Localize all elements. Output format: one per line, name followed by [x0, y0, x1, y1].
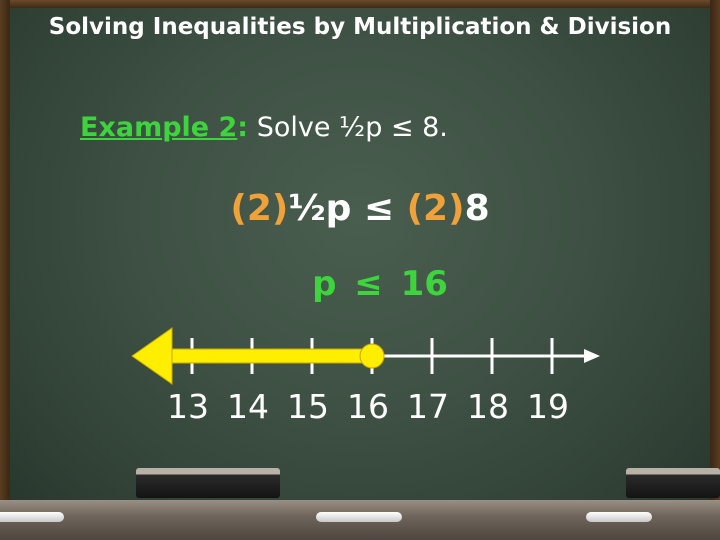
- example-problem: Solve ½p ≤ 8.: [248, 112, 448, 143]
- tick-label: 17: [407, 387, 449, 426]
- tick-label: 18: [467, 387, 509, 426]
- closed-endpoint-dot: [360, 344, 384, 368]
- chalk-piece-3: [586, 512, 652, 522]
- step-solution: p ≤ 16: [312, 264, 448, 304]
- example-label: Example 2: [80, 112, 238, 143]
- tick-label: 13: [167, 387, 209, 426]
- chalk-piece-1: [0, 512, 64, 522]
- example-line: [80, 112, 448, 143]
- slide-title: Solving Inequalities by Multiplication & Division: [48, 14, 672, 40]
- number-line: [0, 320, 720, 430]
- tray-block-right: [626, 468, 720, 498]
- tick-label: 19: [527, 387, 569, 426]
- step-expression: ½p ≤: [288, 188, 407, 229]
- tick-label: 14: [227, 387, 269, 426]
- solution-arrow-left: [132, 328, 172, 384]
- step-constant: 8: [464, 188, 490, 229]
- step-multiplier-left: (2): [230, 188, 289, 229]
- tray-block-left: [136, 468, 280, 498]
- board-frame-top: [0, 0, 720, 8]
- tick-label: 15: [287, 387, 329, 426]
- step-multiply: [0, 188, 720, 229]
- chalk-piece-2: [316, 512, 402, 522]
- solution-ray: [170, 349, 372, 363]
- axis-arrow-right: [584, 349, 600, 363]
- example-colon: :: [237, 112, 249, 143]
- tick-label: 16: [347, 387, 389, 426]
- step-multiplier-right: (2): [406, 188, 465, 229]
